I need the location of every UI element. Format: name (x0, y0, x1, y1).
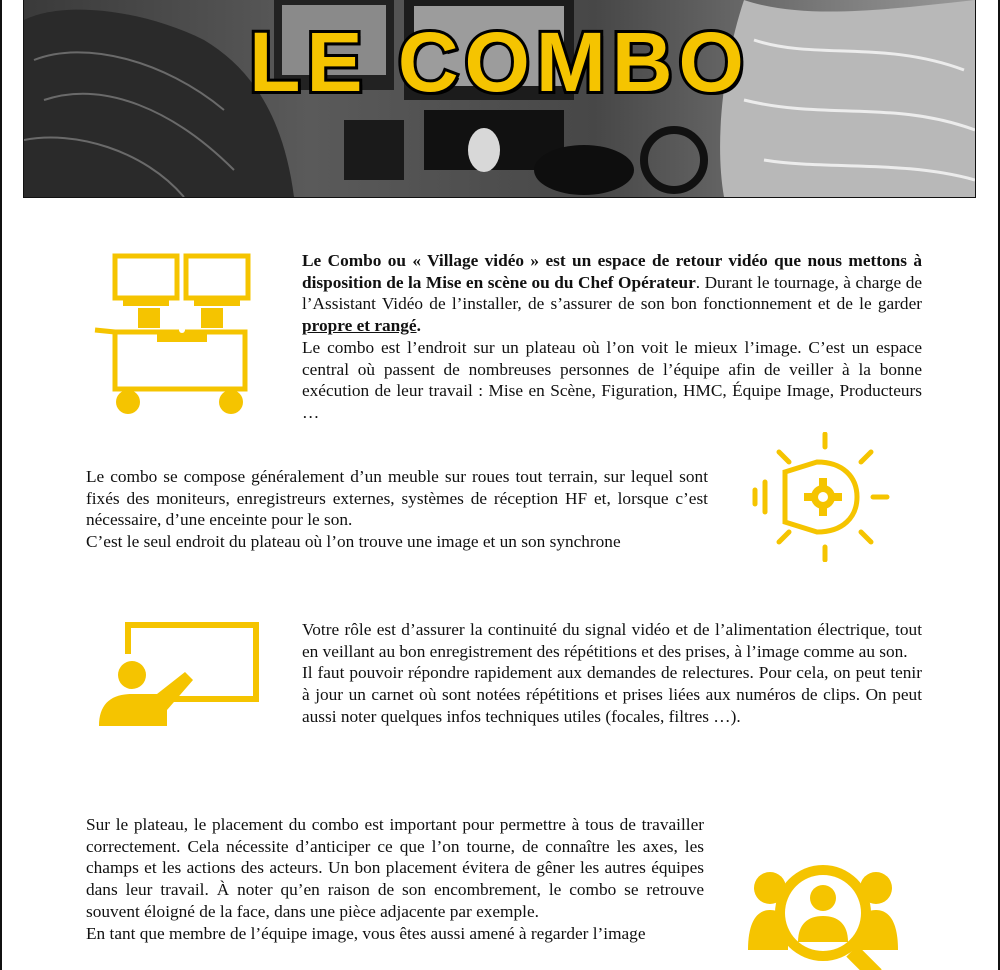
banner-title: LE COMBO (249, 15, 750, 109)
section-4-text (86, 814, 704, 944)
section-1-emphasis: propre et rangé (302, 316, 417, 336)
section-2-paragraph-1: Le combo se compose généralement d’un meuble sur roues tout terrain, sur lequel sont fixés des moniteurs, enregistreurs externes, systèmes de réception HF et, lorsque c’est nécessaire, d’une enceinte pour le son. (86, 467, 708, 530)
section-2-text (86, 466, 708, 553)
video-village-cart-icon (93, 252, 263, 417)
presentation-board-icon (97, 620, 262, 730)
header-banner (23, 0, 976, 198)
section-3-paragraph-1: Votre rôle est d’assurer la continuité du signal vidéo et de l’alimentation électrique, tout en veillant au bon enregistrement des répétitions et des prises, à l’image comme au son. (302, 620, 922, 661)
section-1-paragraph-2: Le combo est l’endroit sur un plateau où l’on voit le mieux l’image. C’est un espace central où passent de nombreuses personnes de l’équipe afin de veiller à la bonne exécution de leur travail : Mise en Scène, Figuration, HMC, Équipe Image, Producteurs … (302, 337, 922, 422)
section-1-lead-rest: . Durant le tournage, à charge de l’Assistant Vidéo de l’installer, de s’assurer de son bon fonctionnement et de le garder (302, 272, 922, 314)
section-3-paragraph-2: Il faut pouvoir répondre rapidement aux demandes de relectures. Pour cela, on peut tenir à jour un carnet où sont notées répétitions et prises liées aux numéros de clips. On peut aussi noter quelques infos techniques utiles (focales, filtres …). (302, 663, 922, 726)
section-3-text (302, 619, 922, 728)
section-1-text (302, 250, 922, 424)
section-1-lead-bold: Le Combo ou « Village vidéo » est un espace de retour vidéo que nous mettons à disposition de la Mise en scène ou du Chef Opérateur (302, 251, 922, 292)
section-4-paragraph-1: Sur le plateau, le placement du combo est important pour permettre à tous de travailler correctement. Cela nécessite d’anticiper ce que l’on tourne, de connaître les axes, les champs et les actions des acteurs. Un bon placement évitera de gêner les autres équipes dans leur travail. À noter qu’en raison de son encombrement, le combo se retrouve souvent éloigné de la face, dans une pièce adjacente par exemple. (86, 815, 704, 921)
section-4-paragraph-2: En tant que membre de l’équipe image, vous êtes aussi amené à regarder l’image (86, 923, 646, 943)
user-search-icon (748, 858, 898, 970)
section-2-paragraph-2: C’est le seul endroit du plateau où l’on trouve une image et un son synchrone (86, 532, 621, 552)
section-1-lead-end: . (416, 316, 421, 336)
lightbulb-gear-icon (745, 432, 890, 562)
page-border-left (0, 0, 2, 970)
